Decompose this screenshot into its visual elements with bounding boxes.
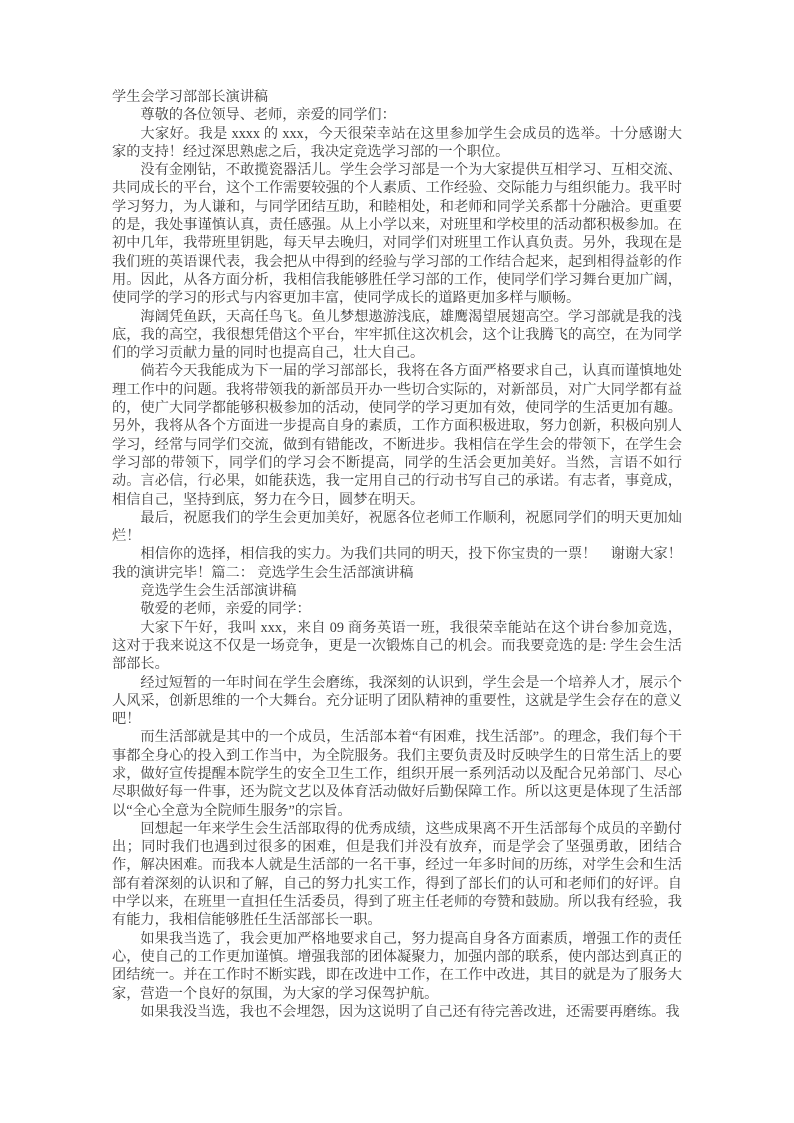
paragraph: 竞选学生会生活部演讲稿 [140, 583, 297, 600]
paragraph: 大家下午好，我叫 xxx，来自 09 商务英语一班，我很荣幸能站在这个讲台参加竞选，这对于我来说这不仅是一场竞争，更是一次锻炼自己的机会。而我要竞选的是: 学生会生活部部长。 [112, 619, 682, 673]
paragraph: 没有金刚钻，不敢揽瓷器活儿。学生会学习部是一个为大家提供互相学习、互相交流、共同成长的平台，这个工作需要较强的个人素质、工作经验、交际能力与组织能力。我平时学习努力，为人谦和，与同学团结互助，和睦相处，和老师和同学关系都十分融洽。更重要的是，我处事谨慎认真，责任感强。从上小学以来，对班里和学校里的活动都积极参加。在初中几年，我带班里钥匙，每天早去晚归，对同学们对班里工作认真负责。另外，我现在是我们班的英语课代表，我会把从中得到的经验与学习部的工作结合起来，起到相得益彰的作用。因此，从各方面分析，我相信我能够胜任学习部的工作，使同学们学习舞台更加广阔，使同学的学习的形式与内容更加丰富，使同学成长的道路更加多样与顺畅。 [112, 162, 682, 307]
paragraph: 如果我当选了，我会更加严格地要求自己，努力提高自身各方面素质，增强工作的责任心，使自己的工作更加谨慎。增强我部的团体凝聚力，加强内部的联系，使内部达到真正的团结统一。并在工作时不断实践，即在改进中工作，在工作中改进，其目的就是为了服务大家，营造一个良好的氛围，为大家的学习保驾护航。 [112, 930, 682, 1002]
paragraph: 回想起一年来学生会生活部取得的优秀成绩，这些成果离不开生活部每个成员的辛勤付出；同时我们也遇到过很多的困难，但是我们并没有放弃，而是学会了坚强勇敢，团结合作，解决困难。而我本人就是生活部的一名干事，经过一年多时间的历练，对学生会和生活部有着深刻的认识和了解，自己的努力扎实工作，得到了部长们的认可和老师们的好评。自中学以来，在班里一直担任生活委员，得到了班主任老师的夸赞和鼓励。所以我有经验，我有能力，我相信能够胜任生活部部长一职。 [112, 820, 682, 929]
paragraph: 海阔凭鱼跃，天高任鸟飞。鱼儿梦想遨游浅底，雄鹰渴望展翅高空。学习部就是我的浅底，我的高空，我很想凭借这个平台，牢牢抓住这次机会，这个让我腾飞的高空，在为同学们的学习贡献力量的同时也提高自己，壮大自己。 [112, 308, 682, 362]
paragraph: 而生活部就是其中的一个成员，生活部本着“有困难，找生活部”。的理念，我们每个干事都全身心的投入到工作当中，为全院服务。我们主要负责及时反映学生的日常生活上的要求，做好宣传提醒本院学生的安全卫生工作，组织开展一系列活动以及配合兄弟部门、尽心尽职做好每一件事，还为院文艺以及体育活动做好后勤保障工作。所以这更是体现了生活部以“全心全意为全院师生服务”的宗旨。 [112, 729, 682, 819]
document-title: 学生会学习部部长演讲稿 [112, 89, 269, 105]
paragraph: 经过短暂的一年时间在学生会磨练，我深刻的认识到，学生会是一个培养人才，展示个人风采，创新思维的一个大舞台。充分证明了团队精神的重要性，这就是学生会存在的意义吧！ [112, 674, 682, 728]
paragraph: 尊敬的各位领导、老师，亲爱的同学们： [140, 107, 396, 124]
paragraph: 最后，祝愿我们的学生会更加美好，祝愿各位老师工作顺利，祝愿同学们的明天更加灿烂！ [112, 509, 682, 545]
paragraph: 相信你的选择，相信我的实力。为我们共同的明天，投下你宝贵的一票！ 谢谢大家！我的演讲完毕！篇二： 竞选学生会生活部演讲稿 [112, 546, 682, 581]
paragraph: 大家好。我是 xxxx 的 xxx，今天很荣幸站在这里参加学生会成员的选举。十分感谢大家的支持！经过深思熟虑之后，我决定竞选学习部的一个职位。 [112, 125, 682, 160]
paragraph: 敬爱的老师，亲爱的同学： [140, 601, 311, 618]
paragraph: 倘若今天我能成为下一届的学习部部长，我将在各方面严格要求自己，认真而谨慎地处理工作中的问题。我将带领我的新部员开办一些切合实际的，对新部员，对广大同学都有益的，使广大同学都能够积极参加的活动，使同学的学习更加有效，使同学的生活更加有趣。另外，我将从各个方面进一步提高自身的素质，工作方面积极进取，努力创新，积极向别人学习，经常与同学们交流，做到有错能改，不断进步。我相信在学生会的带领下，在学生会学习部的带领下，同学们的学习会不断提高，同学的生活会更加美好。当然，言语不如行动。言必信，行必果，如能获选，我一定用自己的行动书写自己的承诺。有志者，事竟成，相信自己，坚持到底，努力在今日，圆梦在明天。 [112, 363, 682, 508]
paragraph: 如果我没当选，我也不会埋怨，因为这说明了自己还有待完善改进，还需要再磨练。我 [140, 1003, 680, 1020]
